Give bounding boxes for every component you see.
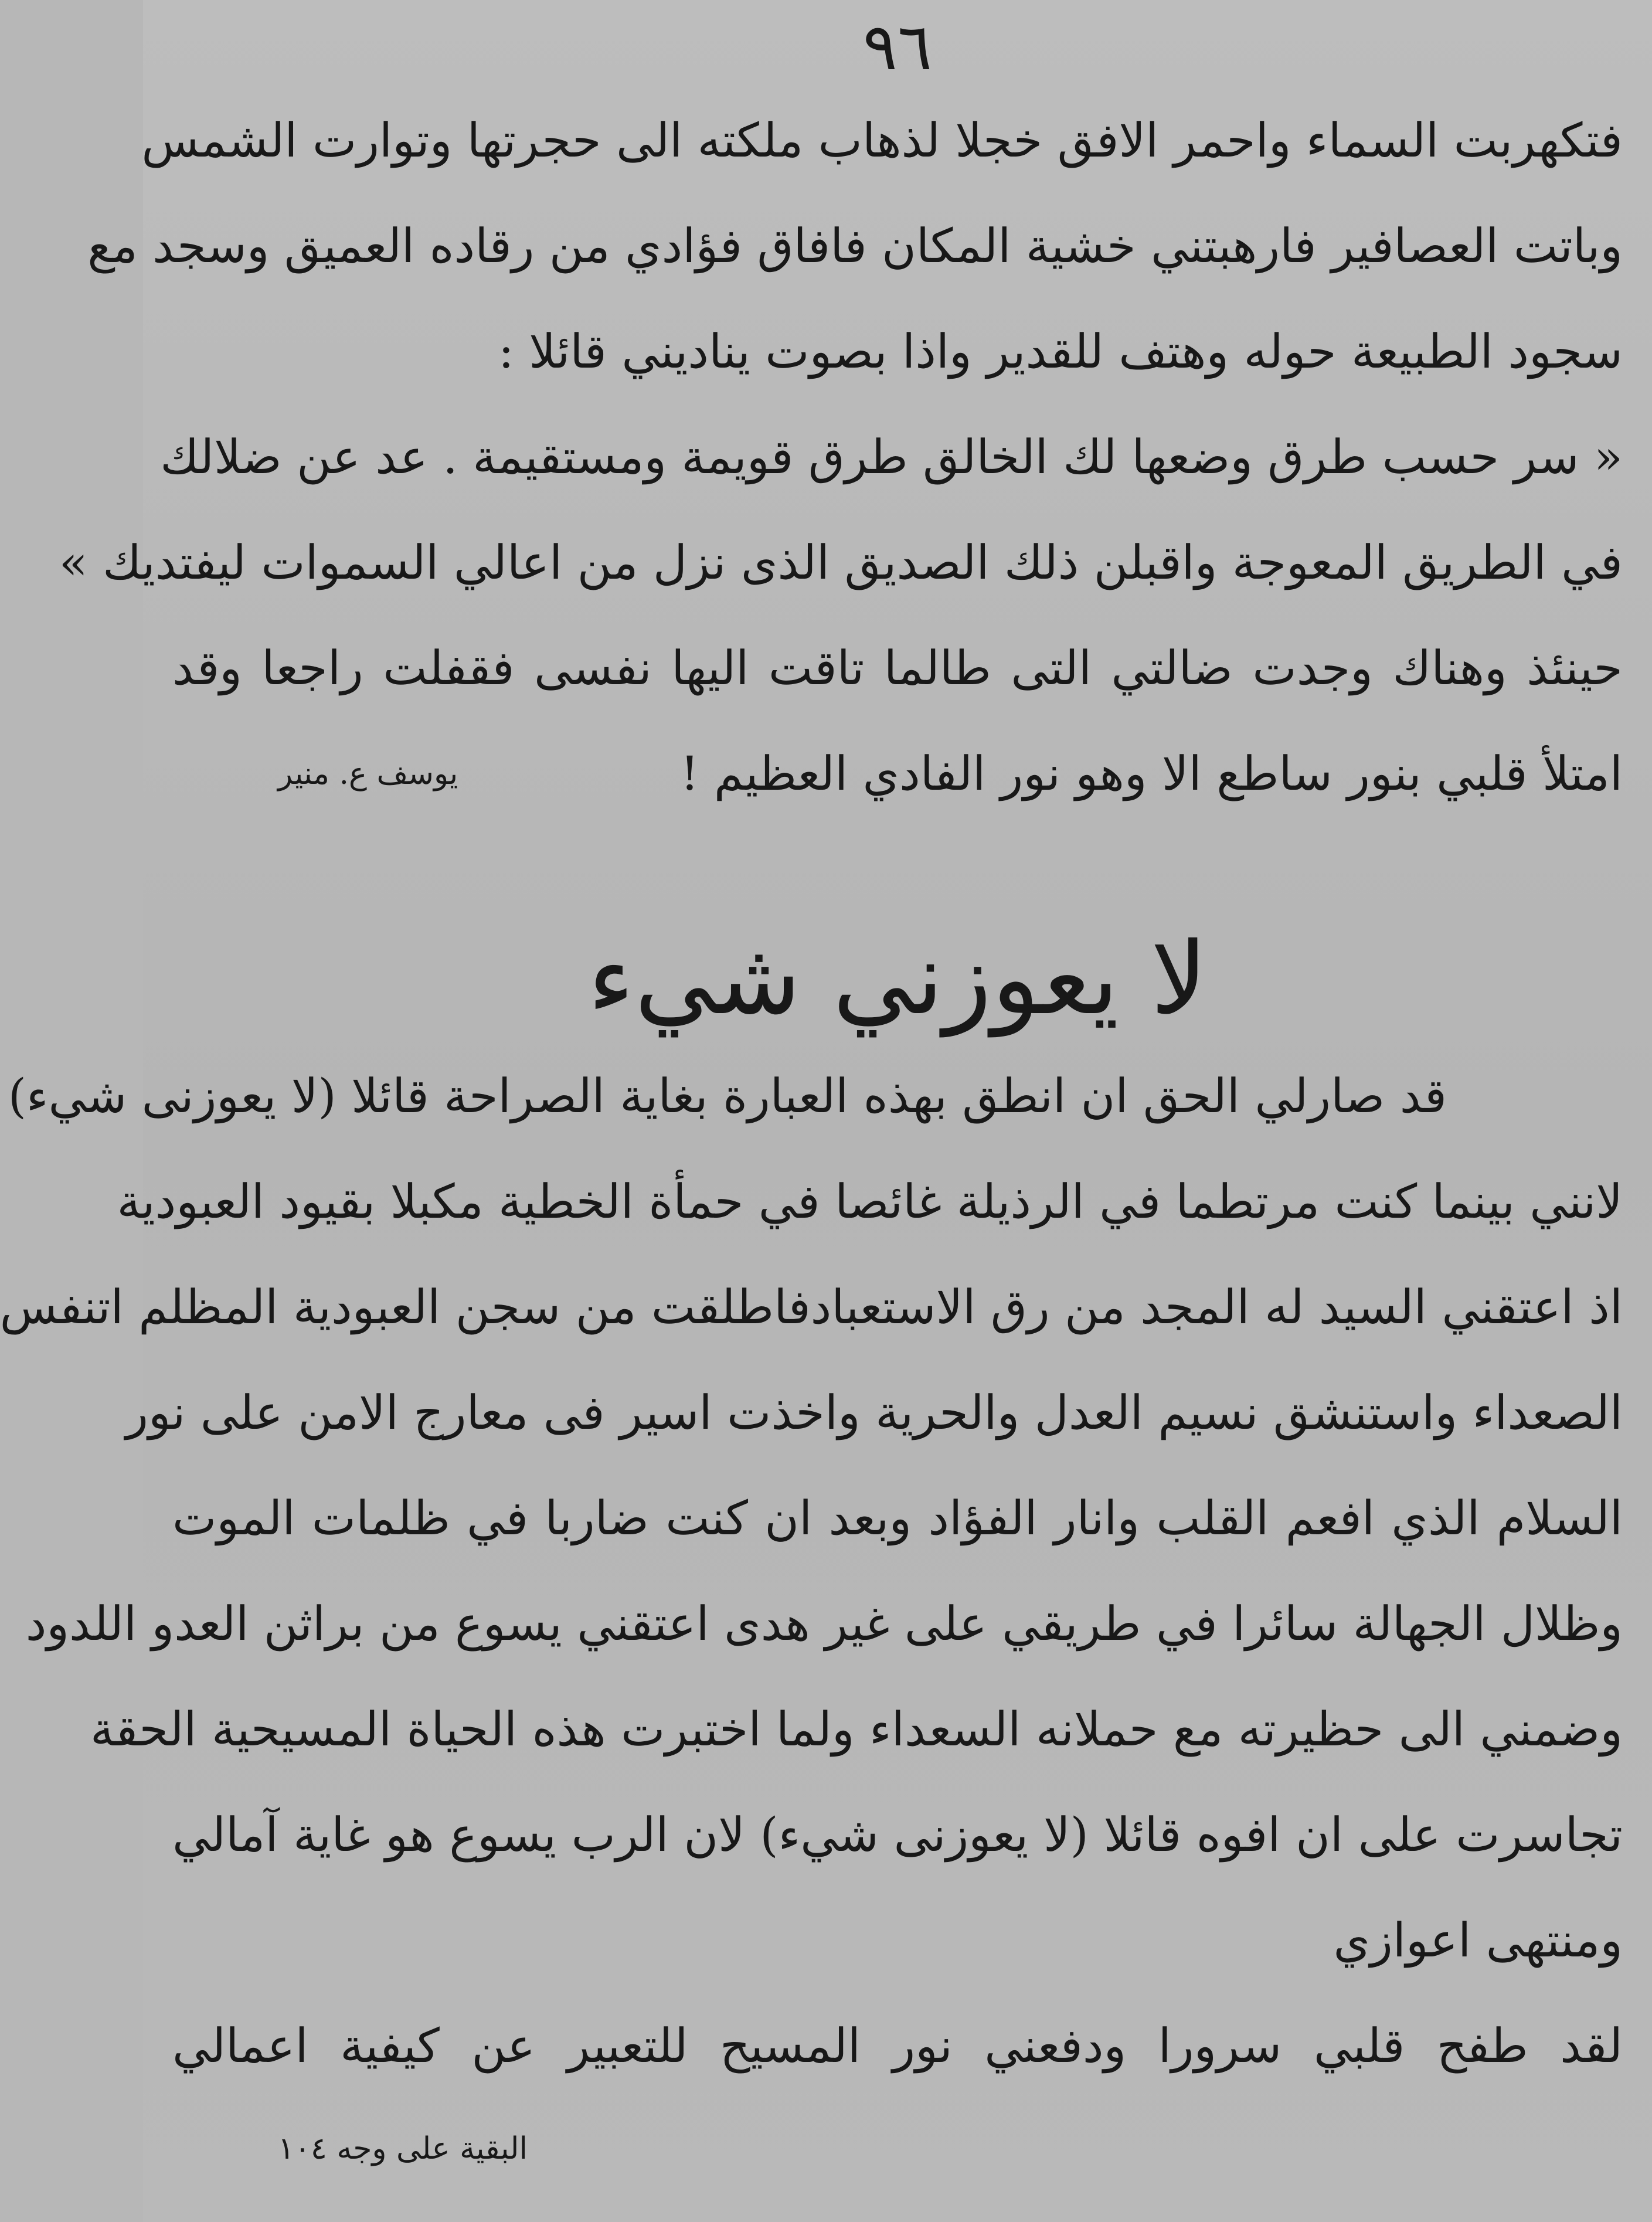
- text-line: ومنتهى اعوازي: [1333, 1913, 1623, 1968]
- text-line: الصعداء واستنشق نسيم العدل والحرية واخذت اسير فى معارج الامن على نور: [125, 1385, 1623, 1440]
- text-line: وباتت العصافير فارهبتني خشية المكان فافاق فؤادي من رقاده العميق وسجد مع: [87, 219, 1623, 273]
- text-line: وضمني الى حظيرته مع حملانه السعداء ولما اختبرت هذه الحياة المسيحية الحقة: [90, 1702, 1623, 1756]
- text-line: لقد طفح قلبي سرورا ودفعني نور المسيح للتعبير عن كيفية اعمالي: [172, 2019, 1623, 2073]
- text-line: امتلأ قلبي بنور ساطع الا وهو نور الفادي العظيم !: [680, 746, 1623, 801]
- text-line: السلام الذي افعم القلب وانار الفؤاد وبعد ان كنت ضاربا في ظلمات الموت: [172, 1491, 1623, 1545]
- text-line: حينئذ وهناك وجدت ضالتي التى طالما تاقت اليها نفسى فقفلت راجعا وقد: [172, 641, 1623, 695]
- text-line: في الطريق المعوجة واقبلن ذلك الصديق الذى نزل من اعالي السموات ليفتديك »: [59, 535, 1623, 590]
- text-line: تجاسرت على ان افوه قائلا (لا يعوزنى شيء) لان الرب يسوع هو غاية آمالي: [172, 1808, 1623, 1862]
- text-line-with-signature: [172, 721, 1623, 827]
- text-line: « سر حسب طرق وضعها لك الخالق طرق قويمة ومستقيمة . عد عن ضلالك: [160, 430, 1623, 484]
- text-line: لانني بينما كنت مرتطما في الرذيلة غائصا في حمأة الخطية مكبلا بقيود العبودية: [117, 1174, 1623, 1229]
- page-number: ٩٦: [862, 9, 933, 84]
- text-line: وظلال الجهالة سائرا في طريقي على غير هدى اعتقني يسوع من براثن العدو اللدود: [25, 1596, 1623, 1651]
- text-line: سجود الطبيعة حوله وهتف للقدير واذا بصوت يناديني قائلا :: [498, 324, 1623, 379]
- section-2-text: [0, 1044, 1623, 2099]
- text-line: اذ اعتقني السيد له المجد من رق الاستعبادفاطلقت من سجن العبودية المظلم اتنفس: [0, 1280, 1623, 1334]
- text-line: فتكهربت السماء واحمر الافق خجلا لذهاب ملكته الى حجرتها وتوارت الشمس: [141, 113, 1623, 168]
- section-1-text: [59, 88, 1623, 827]
- article-title: لا يعوزني شيء: [587, 921, 1208, 1037]
- author-signature: يوسف ع. منير: [278, 756, 458, 791]
- text-line: قد صارلي الحق ان انطق بهذه العبارة بغاية الصراحة قائلا (لا يعوزنى شيء): [8, 1069, 1447, 1123]
- continuation-note: البقية على وجه ١٠٤: [278, 2131, 528, 2166]
